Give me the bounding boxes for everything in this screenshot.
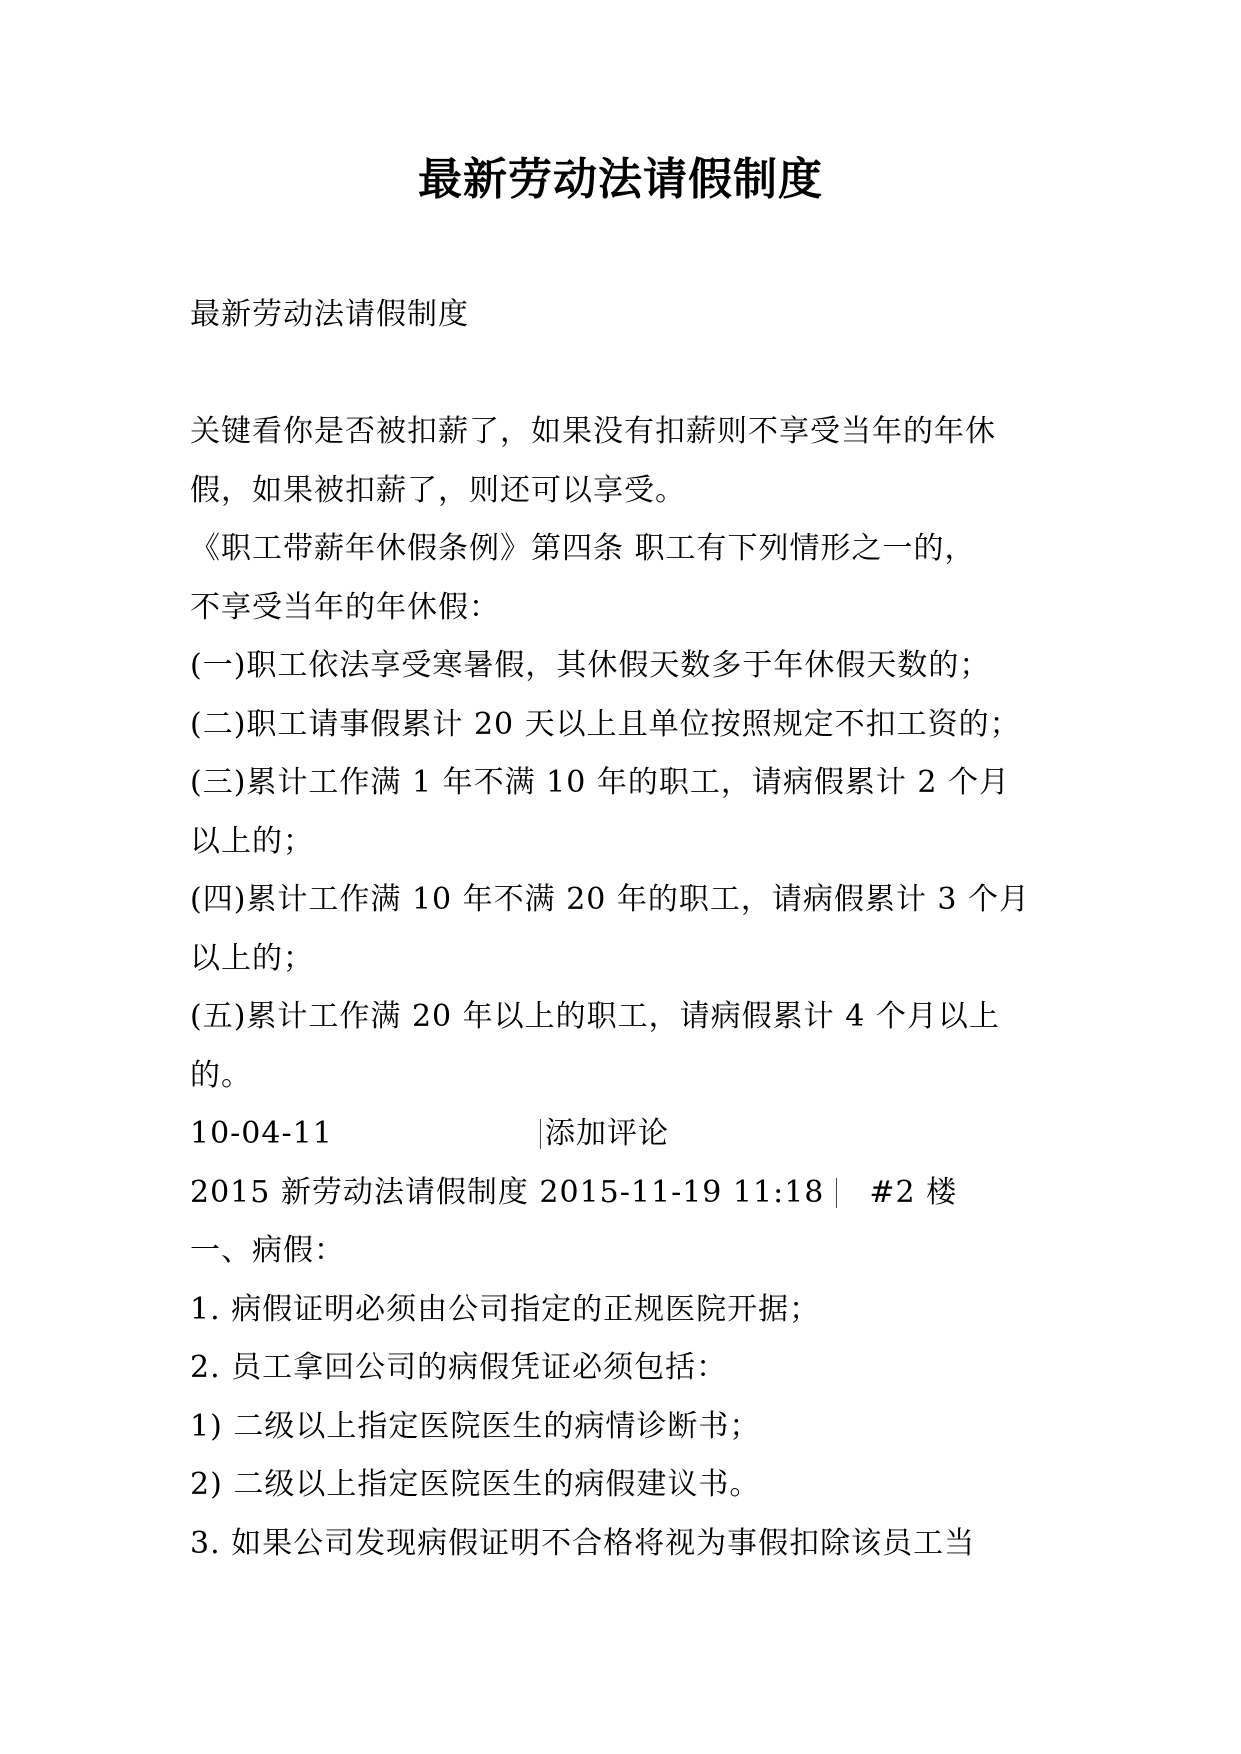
condition-line: (二)职工请事假累计 20 天以上且单位按照规定不扣工资的；	[190, 706, 1021, 742]
condition-line: (四)累计工作满 10 年不满 20 年的职工，请病假累计 3 个月	[190, 882, 1031, 917]
intro-line: 不享受当年的年休假：	[190, 589, 500, 625]
sick-leave-line: 2. 员工拿回公司的病假凭证必须包括：	[190, 1350, 728, 1385]
post-date: 10-04-11	[190, 1116, 333, 1151]
intro-line: 《职工带薪年休假条例》第四条 职工有下列情形之一的，	[190, 531, 976, 566]
sick-leave-line: 1) 二级以上指定医院医生的病情诊断书；	[190, 1408, 761, 1444]
reply-meta	[190, 1164, 1070, 1223]
condition-line: 以上的；	[190, 823, 314, 859]
intro-line: 假，如果被扣薪了，则还可以享受。	[190, 472, 686, 508]
document-title: 最新劳动法请假制度	[418, 154, 823, 205]
condition-line: 以上的；	[190, 940, 314, 976]
sick-leave-line: 一、病假：	[190, 1233, 345, 1268]
condition-line: (三)累计工作满 1 年不满 10 年的职工，请病假累计 2 个月	[190, 765, 1010, 800]
sick-leave-line: 1. 病假证明必须由公司指定的正规医院开据；	[190, 1291, 821, 1327]
document-body	[190, 286, 1070, 1573]
add-comment-link[interactable]: 添加评论	[545, 1116, 669, 1151]
condition-line: 的。	[190, 1057, 252, 1093]
document-subtitle: 最新劳动法请假制度	[190, 297, 469, 332]
condition-line: (一)职工依法享受寒暑假，其休假天数多于年休假天数的；	[190, 648, 991, 683]
meta-divider	[836, 1178, 837, 1208]
sick-leave-line: 3. 如果公司发现病假证明不合格将视为事假扣除该员工当	[190, 1525, 976, 1561]
post-meta	[190, 1105, 1070, 1164]
condition-line: (五)累计工作满 20 年以上的职工，请病假累计 4 个月以上	[190, 999, 1000, 1034]
meta-divider	[540, 1119, 541, 1149]
reply-header-text: 2015 新劳动法请假制度 2015-11-19 11:18	[190, 1174, 825, 1210]
paragraph-gap	[190, 345, 1070, 404]
sick-leave-line: 2) 二级以上指定医院医生的病假建议书。	[190, 1467, 761, 1502]
intro-line: 关键看你是否被扣薪了，如果没有扣薪则不享受当年的年休	[190, 414, 996, 449]
floor-number: #2 楼	[869, 1174, 958, 1210]
